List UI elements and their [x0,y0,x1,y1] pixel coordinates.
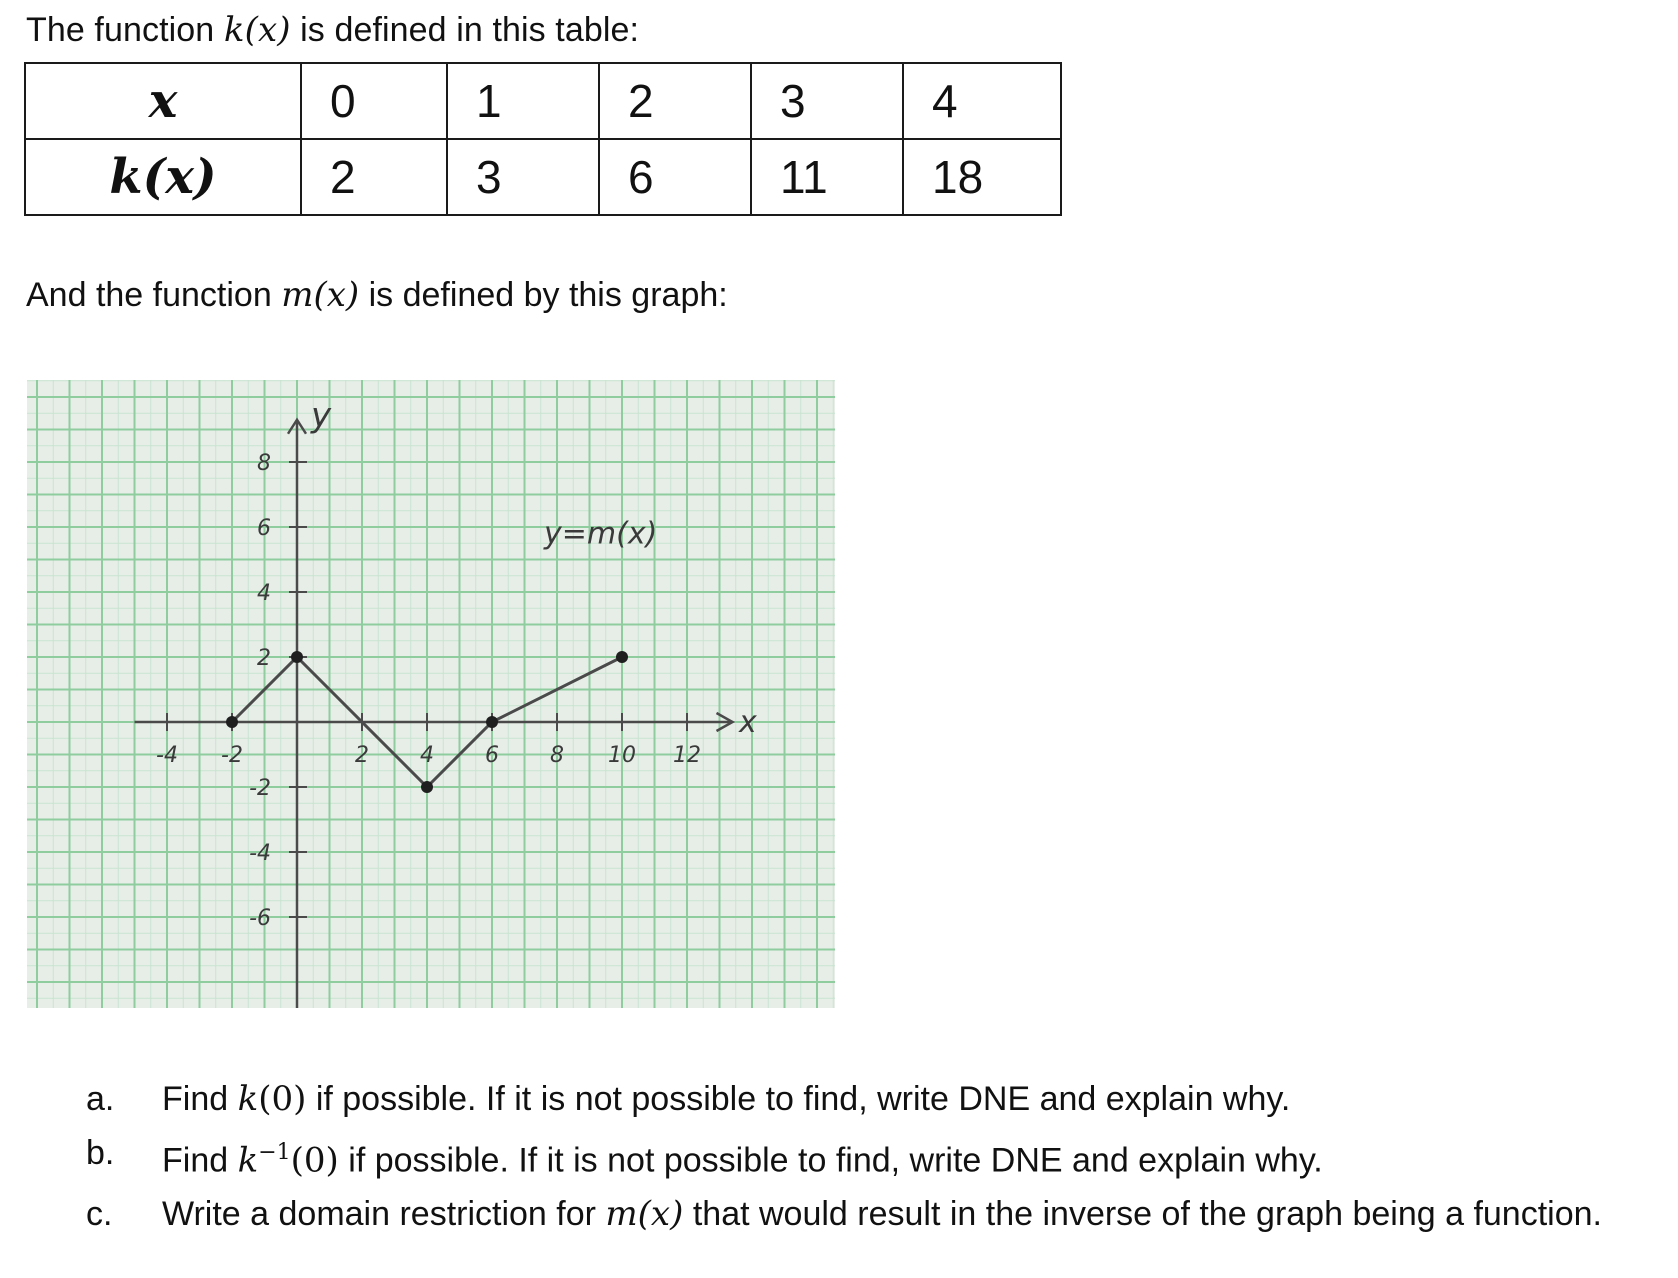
x-tick-label: 2 [355,743,369,768]
data-point [486,716,498,728]
x-tick-label: 8 [550,743,564,768]
table-cell-x: 2 [599,63,751,139]
x-tick-label: 4 [420,743,434,768]
intro-text-before: The function [26,11,224,49]
question-text [162,1072,1642,1126]
table-cell-x: 0 [301,63,447,139]
question-math-arg: (x) [637,1194,684,1235]
table-cell-k: 18 [903,139,1061,215]
table-cell-x: 3 [751,63,903,139]
data-point [421,781,433,793]
question-text [162,1187,1642,1241]
question-text-part: Find [162,1141,238,1180]
table-cell-x: 1 [447,63,599,139]
question-math-fname: k [237,1140,259,1181]
table-cell-k: 2 [301,139,447,215]
question-math-exponent: −1 [258,1140,291,1165]
question-letter: c. [86,1195,113,1234]
x-tick-label: -4 [156,743,178,768]
table-row-x [25,63,1061,139]
table-cell-k: 3 [447,139,599,215]
question-math-arg: (0) [290,1140,339,1181]
data-point [291,651,303,663]
question-math-fname: m [605,1194,638,1235]
intro-function-name: k [223,10,245,50]
y-tick-label: 8 [257,451,271,476]
table-cell-k: 11 [751,139,903,215]
graph-intro-function-name: m [281,275,314,315]
m-graph [27,380,835,1008]
question-math-arg: (0) [258,1079,307,1119]
x-tick-label: -2 [221,743,243,768]
table-cell-k: 6 [599,139,751,215]
y-tick-label: -2 [249,776,271,801]
data-point [616,651,628,663]
data-point [226,716,238,728]
question-a [86,1072,1646,1126]
table-header-x: x [25,63,301,139]
question-text-part: if possible. If it is not possible to find, write DNE and explain why. [306,1080,1291,1118]
question-text [162,1126,1642,1187]
graph-intro-text-after: is defined by this graph: [359,276,728,314]
question-letter: a. [86,1080,115,1118]
question-text-part: Write a domain restriction for [162,1195,606,1234]
question-text-part: if possible. If it is not possible to find, write DNE and explain why. [338,1141,1323,1180]
curve-label: y=m(x) [544,516,658,552]
question-c [86,1187,1646,1241]
y-tick-label: 6 [257,516,271,541]
intro-text-after: is defined in this table: [290,11,640,49]
y-tick-label: -4 [249,841,271,866]
y-tick-label: 2 [257,646,271,671]
y-tick-label: 4 [257,581,271,606]
x-tick-label: 10 [608,743,636,768]
graph-paper [27,380,835,1008]
x-tick-label: 12 [673,743,701,768]
graph-photo [27,380,835,1008]
graph-intro-text-before: And the function [26,276,282,314]
table-row-k [25,139,1061,215]
question-b [86,1126,1646,1187]
y-axis-label: y [311,395,332,436]
question-math-fname: k [237,1079,259,1119]
table-header-k: k(x) [25,139,301,215]
x-axis-label: x [739,705,757,740]
table-cell-x: 4 [903,63,1061,139]
question-list [86,1072,1646,1241]
function-k-table [24,62,1062,216]
intro-function-arg: (x) [244,10,291,50]
question-text-part: that would result in the inverse of the graph being a function. [683,1195,1602,1234]
question-letter: b. [86,1134,115,1172]
y-tick-label: -6 [249,906,271,931]
graph-intro-sentence [26,275,728,315]
x-tick-label: 6 [485,743,499,768]
question-text-part: Find [162,1080,238,1118]
intro-sentence [26,10,639,50]
graph-intro-function-arg: (x) [313,275,360,315]
